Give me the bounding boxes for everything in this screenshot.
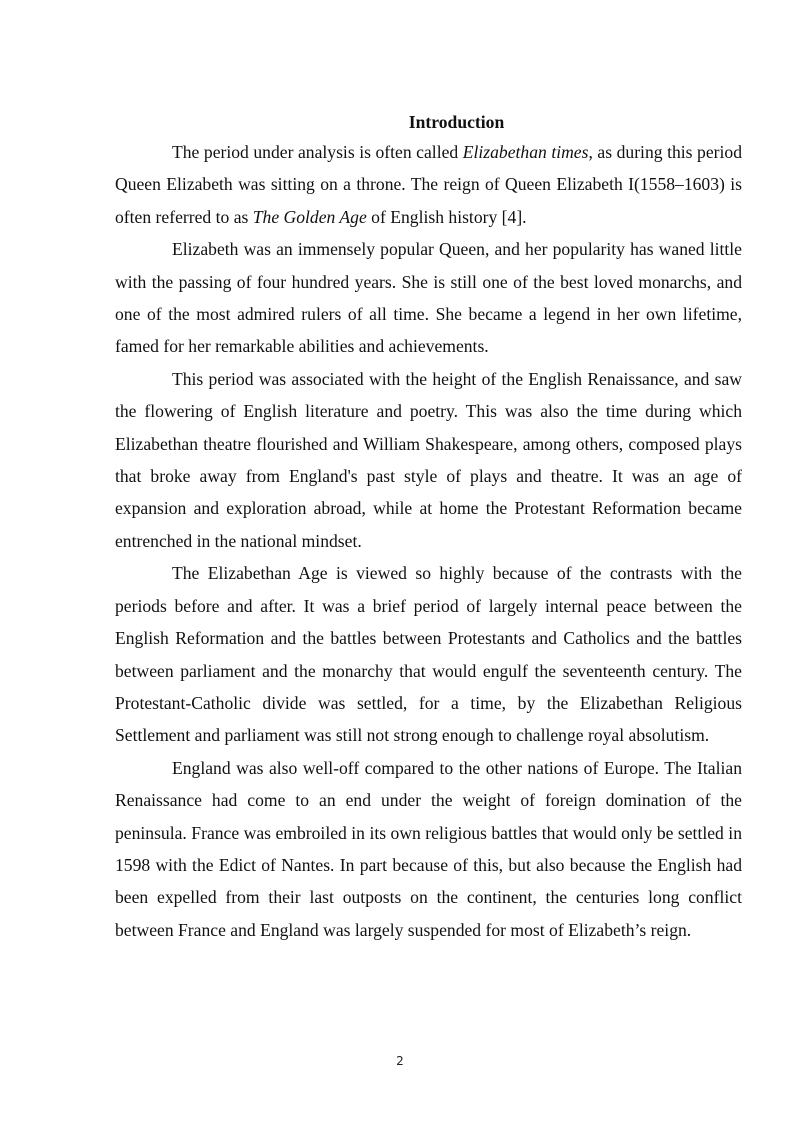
paragraphs-container [115, 136, 742, 946]
body-paragraph [115, 363, 742, 557]
paragraph-text: Elizabeth was an immensely popular Queen, and her popularity has waned little with the passing of four hundred years. She is still one of the best loved monarchs, and one of the most admired rulers of all time. She became a legend in her own lifetime, famed for her remarkable abilities and achievements. [115, 239, 742, 357]
paragraph-text: , as during this period Queen Elizabeth was sitting on a throne. The reign of Queen Elizabeth I(1558–1603) is often referred to as [115, 142, 742, 227]
italic-text: Elizabethan times [462, 142, 589, 162]
paragraph-text: of English history [4]. [366, 206, 527, 227]
paragraph-text: England was also well-off compared to the other nations of Europe. The Italian Renaissance had come to an end under the weight of foreign domination of the peninsula. France was embroiled in its own religious battles that would only be settled in 1598 with the Edict of Nantes. In part because of this, but also because the English had been expelled from their last outposts on the continent, the centuries long conflict between France and England was largely suspended for most of Elizabeth’s reign. [115, 757, 742, 940]
body-paragraph [115, 233, 742, 363]
italic-text: The Golden Age [252, 206, 367, 227]
document-body [115, 108, 742, 946]
page-number: 2 [396, 1054, 404, 1068]
paragraph-text: This period was associated with the height of the English Renaissance, and saw the flowering of English literature and poetry. This was also the time during which Elizabethan theatre flourished and William Shakespeare, among others, composed plays that broke away from England's past style of plays and theatre. It was an age of expansion and exploration abroad, while at home the Protestant Reformation became entrenched in the national mindset. [115, 368, 742, 551]
paragraph-text: The Elizabethan Age is viewed so highly because of the contrasts with the periods before and after. It was a brief period of largely internal peace between the English Reformation and the battles between Protestants and Catholics and the battles between parliament and the monarchy that would engulf the seventeenth century. The Protestant-Catholic divide was settled, for a time, by the Elizabethan Religious Settlement and parliament was still not strong enough to challenge royal absolutism. [115, 563, 742, 746]
body-paragraph [115, 557, 742, 751]
body-paragraph [115, 752, 742, 946]
body-paragraph [115, 136, 742, 233]
paragraph-text: The period under analysis is often called [172, 142, 463, 162]
section-title: Introduction [408, 112, 505, 132]
